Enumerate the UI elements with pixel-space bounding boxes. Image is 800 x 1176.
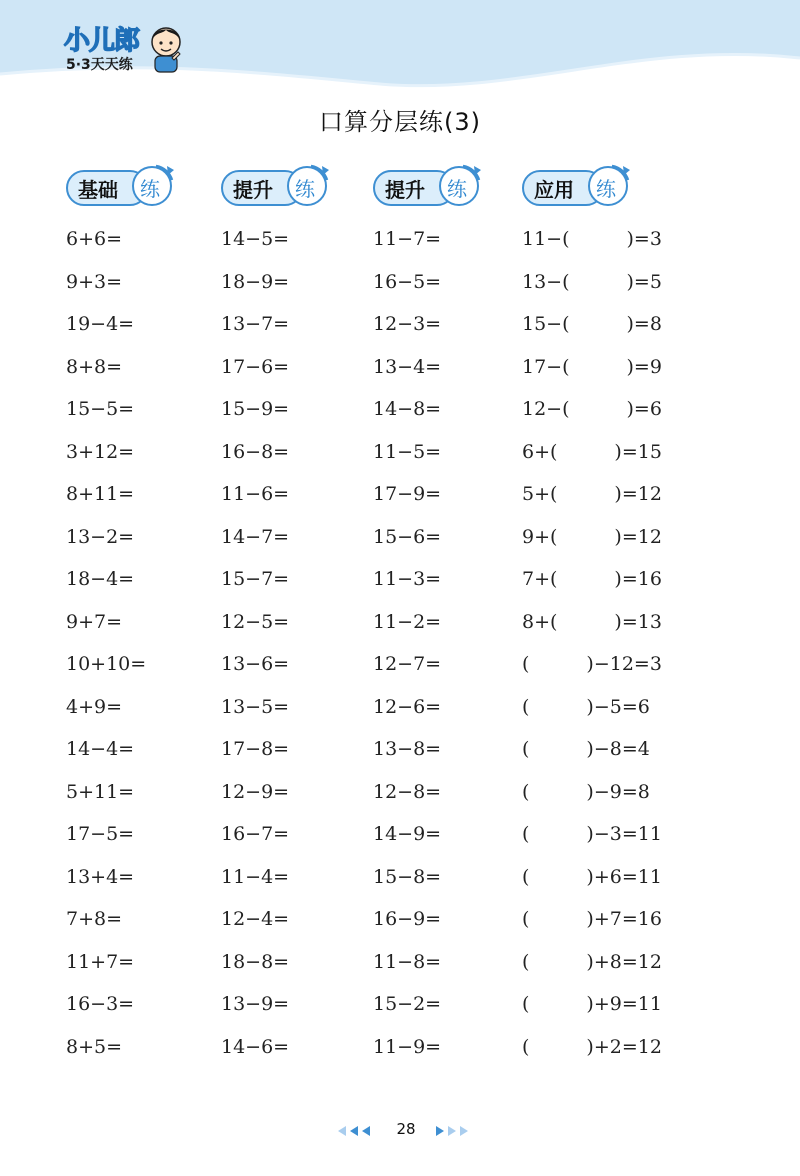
circular-arrow-icon xyxy=(281,162,333,210)
brand-subtitle: 5·3天天练 xyxy=(66,57,133,73)
problem-item: 11−2= xyxy=(373,610,442,633)
problem-item: 14−5= xyxy=(221,228,290,250)
problem-item: 16−8= xyxy=(221,440,290,463)
mascot-boy-icon xyxy=(146,22,186,74)
problem-item: 13+4= xyxy=(66,865,135,888)
prev-arrow-icon xyxy=(338,1126,346,1136)
problem-item: 16−5= xyxy=(373,270,442,293)
problem-item: 13−4= xyxy=(373,355,442,378)
circular-arrow-icon xyxy=(433,162,485,210)
badge-char: 练 xyxy=(447,177,467,201)
problem-item: 13−8= xyxy=(373,738,442,760)
column-advance-b xyxy=(373,162,493,1068)
problem-item: 17−( )=9 xyxy=(522,355,662,378)
problem-item: ( )+7=16 xyxy=(522,908,662,930)
column-basic xyxy=(66,162,186,1068)
problem-item: 15−5= xyxy=(66,398,135,420)
problem-item: 11−4= xyxy=(221,865,290,888)
problem-list xyxy=(66,218,186,1068)
problem-item: 12−8= xyxy=(373,780,442,803)
problem-item: 12−( )=6 xyxy=(522,398,662,420)
problem-item: ( )+6=11 xyxy=(522,865,662,888)
problem-item: 15−2= xyxy=(373,993,442,1015)
problem-item: 15−7= xyxy=(221,568,290,590)
badge-char: 练 xyxy=(295,177,315,201)
problem-item: 18−8= xyxy=(221,950,290,973)
problem-item: 11−5= xyxy=(373,440,442,463)
problem-item: ( )−3=11 xyxy=(522,823,662,845)
problem-item: 13−( )=5 xyxy=(522,270,662,293)
problem-item: 13−5= xyxy=(221,695,290,718)
problem-item: 3+12= xyxy=(66,440,135,463)
problem-item: 14−8= xyxy=(373,398,442,420)
problem-item: 13−2= xyxy=(66,525,135,548)
problem-item: ( )−12=3 xyxy=(522,653,662,675)
section-badge xyxy=(66,162,186,210)
problem-item: 4+9= xyxy=(66,695,123,718)
problem-item: 6+( )=15 xyxy=(522,440,662,463)
brand-title: 小儿郎 xyxy=(64,26,140,56)
problem-item: 6+6= xyxy=(66,228,123,250)
problem-item: 8+5= xyxy=(66,1035,123,1058)
column-advance-a xyxy=(221,162,341,1068)
section-badge xyxy=(373,162,493,210)
badge-label: 提升 xyxy=(385,178,425,202)
problem-item: 11−3= xyxy=(373,568,442,590)
problem-item: 11−8= xyxy=(373,950,442,973)
problem-item: 8+11= xyxy=(66,483,135,505)
section-badge xyxy=(522,162,642,210)
circular-arrow-icon xyxy=(582,162,634,210)
problem-item: 5+11= xyxy=(66,780,135,803)
problem-item: ( )+2=12 xyxy=(522,1035,662,1058)
brand-logo xyxy=(58,18,188,80)
page-footer xyxy=(0,1120,800,1144)
problem-item: 17−9= xyxy=(373,483,442,505)
problem-item: 9+( )=12 xyxy=(522,525,662,548)
problem-item: 11+7= xyxy=(66,950,135,973)
problem-item: 7+( )=16 xyxy=(522,568,662,590)
problem-item: 16−9= xyxy=(373,908,442,930)
prev-arrow-icon xyxy=(350,1126,358,1136)
problem-item: ( )+9=11 xyxy=(522,993,662,1015)
problem-list xyxy=(221,218,341,1068)
problem-item: 14−6= xyxy=(221,1035,290,1058)
badge-label: 应用 xyxy=(534,178,574,202)
problem-item: 12−9= xyxy=(221,780,290,803)
problem-item: 15−8= xyxy=(373,865,442,888)
problem-item: 10+10= xyxy=(66,653,147,675)
badge-label: 提升 xyxy=(233,178,273,202)
problem-item: 9+7= xyxy=(66,610,123,633)
next-arrow-icon xyxy=(460,1126,468,1136)
problem-item: 12−4= xyxy=(221,908,290,930)
problem-item: 17−8= xyxy=(221,738,290,760)
problem-item: 18−9= xyxy=(221,270,290,293)
problem-item: 12−3= xyxy=(373,313,442,335)
problem-item: 15−9= xyxy=(221,398,290,420)
problem-item: 11−6= xyxy=(221,483,290,505)
problem-item: 16−3= xyxy=(66,993,135,1015)
problem-item: 19−4= xyxy=(66,313,135,335)
problem-item: 8+8= xyxy=(66,355,123,378)
problem-list xyxy=(373,218,493,1068)
circular-arrow-icon xyxy=(126,162,178,210)
problem-item: 11−( )=3 xyxy=(522,228,662,250)
problem-item: 14−9= xyxy=(373,823,442,845)
page-title: 口算分层练(3) xyxy=(319,108,481,136)
next-arrow-icon xyxy=(436,1126,444,1136)
problem-item: 7+8= xyxy=(66,908,123,930)
problem-item: 11−7= xyxy=(373,228,442,250)
next-arrow-icon xyxy=(448,1126,456,1136)
page-number: 28 xyxy=(396,1120,416,1138)
problem-item: 15−( )=8 xyxy=(522,313,662,335)
problem-item: 15−6= xyxy=(373,525,442,548)
section-badge xyxy=(221,162,341,210)
problem-item: 12−7= xyxy=(373,653,442,675)
problem-item: 8+( )=13 xyxy=(522,610,662,633)
prev-arrow-icon xyxy=(362,1126,370,1136)
problem-item: 13−6= xyxy=(221,653,290,675)
problem-item: ( )−5=6 xyxy=(522,695,650,718)
column-application xyxy=(522,162,662,1068)
problem-item: 14−4= xyxy=(66,738,135,760)
problem-item: 13−9= xyxy=(221,993,290,1015)
problem-item: 17−5= xyxy=(66,823,135,845)
problem-item: 14−7= xyxy=(221,525,290,548)
problem-item: 12−5= xyxy=(221,610,290,633)
problem-item: 12−6= xyxy=(373,695,442,718)
badge-label: 基础 xyxy=(78,178,118,202)
problem-item: 16−7= xyxy=(221,823,290,845)
problem-item: ( )+8=12 xyxy=(522,950,662,973)
badge-char: 练 xyxy=(596,177,616,201)
problem-item: 9+3= xyxy=(66,270,123,293)
problem-item: 17−6= xyxy=(221,355,290,378)
badge-char: 练 xyxy=(140,177,160,201)
problem-item: 18−4= xyxy=(66,568,135,590)
problem-list xyxy=(522,218,662,1068)
problem-item: 11−9= xyxy=(373,1035,442,1058)
problem-item: ( )−9=8 xyxy=(522,780,650,803)
problem-item: ( )−8=4 xyxy=(522,738,650,760)
problem-item: 5+( )=12 xyxy=(522,483,662,505)
problem-item: 13−7= xyxy=(221,313,290,335)
